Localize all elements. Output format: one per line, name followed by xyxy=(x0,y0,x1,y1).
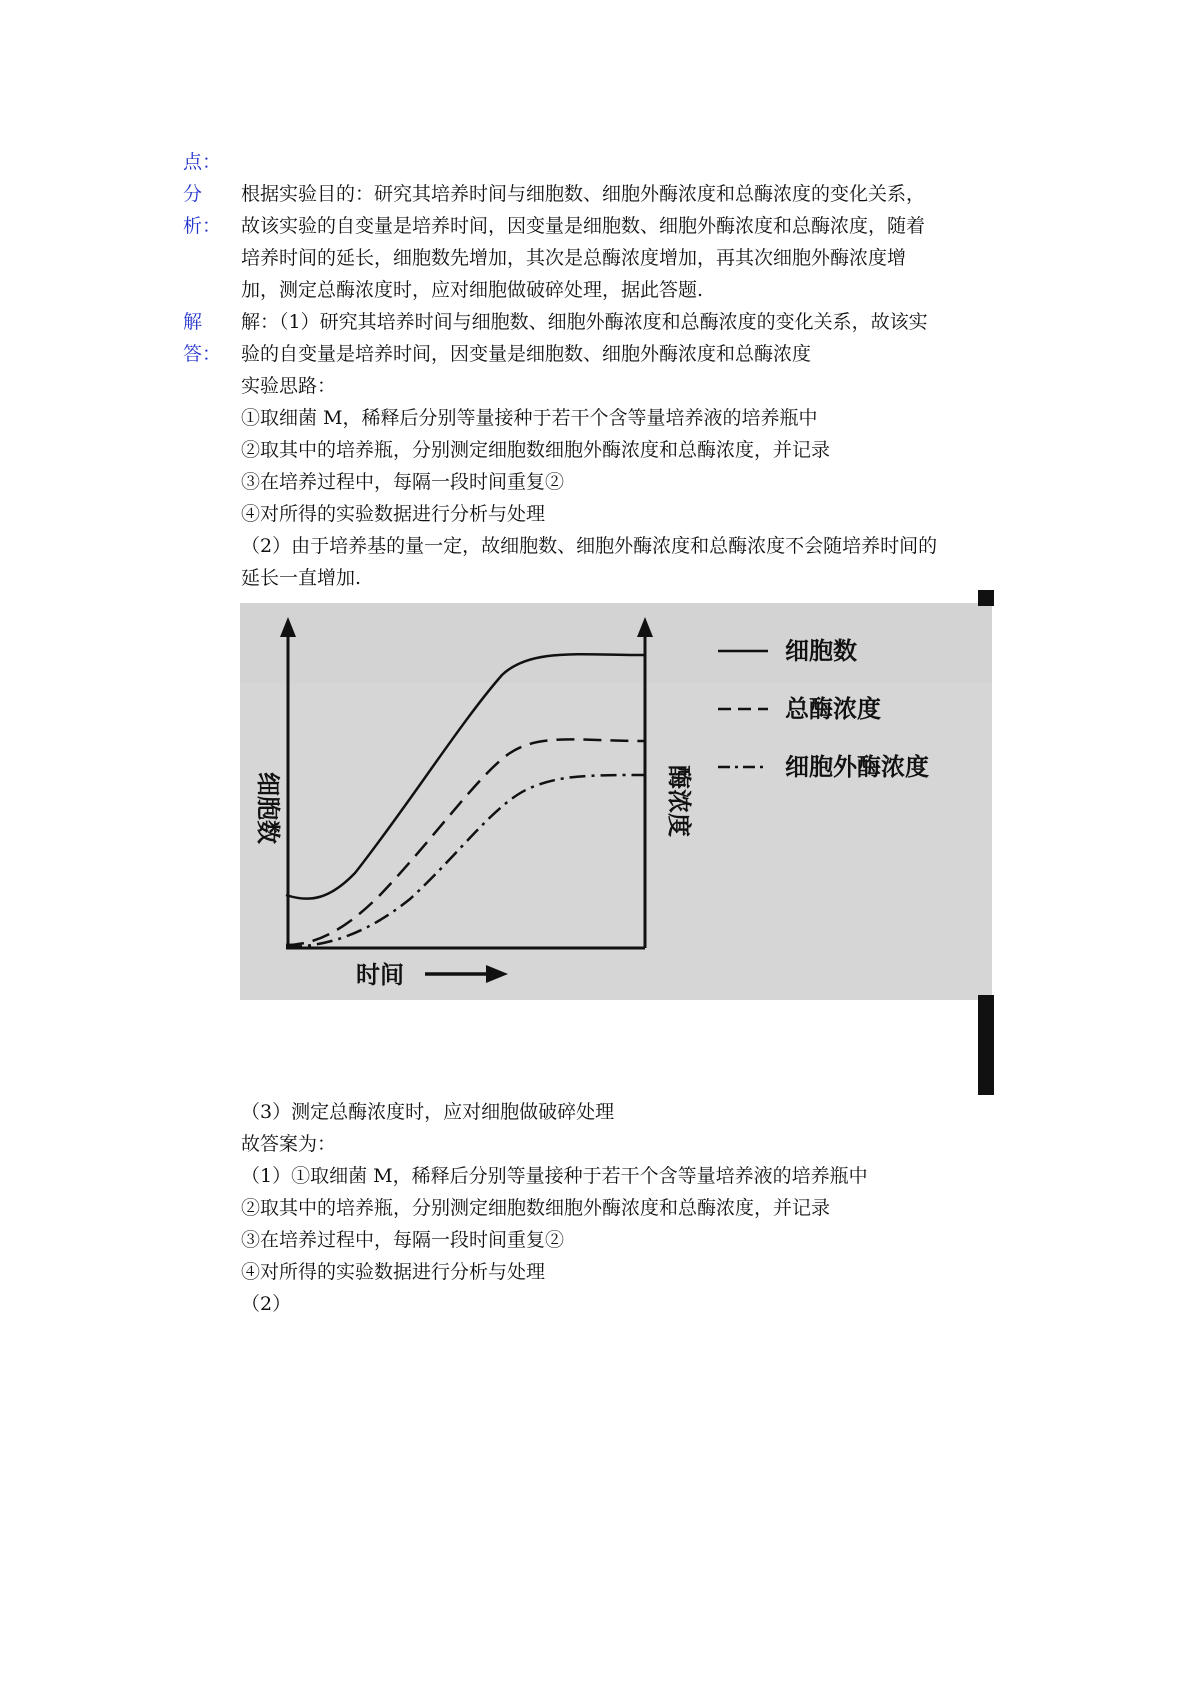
answer-label-2: 答： xyxy=(183,343,222,365)
body-line: ③在培养过程中，每隔一段时间重复② xyxy=(241,471,565,493)
analysis-line: 加，测定总酶浓度时，应对细胞做破碎处理，据此答题. xyxy=(241,279,704,301)
final-answer-line: ③在培养过程中，每隔一段时间重复② xyxy=(241,1229,565,1251)
answer-label xyxy=(183,306,239,370)
answer-section xyxy=(183,306,1043,370)
body-line: 实验思路： xyxy=(241,375,337,397)
analysis-label xyxy=(183,178,239,242)
legend-total-enzyme: 总酶浓度 xyxy=(785,695,881,723)
final-answer-line: （2） xyxy=(241,1293,292,1315)
answer-line: 解：（1）研究其培养时间与细胞数、细胞外酶浓度和总酶浓度的变化关系，故该实 xyxy=(241,311,928,333)
final-answer-line: ②取其中的培养瓶，分别测定细胞数细胞外酶浓度和总酶浓度，并记录 xyxy=(241,1197,831,1219)
point-label: 点： xyxy=(183,151,222,173)
analysis-line: 培养时间的延长，细胞数先增加，其次是总酶浓度增加，再其次细胞外酶浓度增 xyxy=(241,247,907,269)
analysis-label-2: 析： xyxy=(183,215,222,237)
body-line: ④对所得的实验数据进行分析与处理 xyxy=(241,503,546,525)
answer-label-1: 解 xyxy=(183,311,203,333)
body-line: ①取细菌 M，稀释后分别等量接种于若干个含等量培养液的培养瓶中 xyxy=(241,407,818,429)
analysis-section xyxy=(183,178,1043,306)
body-line: （2）由于培养基的量一定，故细胞数、细胞外酶浓度和总酶浓度不会随培养时间的 xyxy=(241,535,938,557)
figure-shade xyxy=(240,603,992,683)
legend-cell-count: 细胞数 xyxy=(785,637,857,665)
final-answer-line: ④对所得的实验数据进行分析与处理 xyxy=(241,1261,546,1283)
y-right-axis-label: 酶浓度 xyxy=(665,765,693,837)
final-answer-heading: 故答案为： xyxy=(241,1133,337,1155)
legend-extracellular-enzyme: 细胞外酶浓度 xyxy=(785,753,929,781)
analysis-line: 故该实验的自变量是培养时间，因变量是细胞数、细胞外酶浓度和总酶浓度，随着 xyxy=(241,215,926,237)
scan-edge-mark-top xyxy=(978,590,994,606)
body-line: ②取其中的培养瓶，分别测定细胞数细胞外酶浓度和总酶浓度，并记录 xyxy=(241,439,831,461)
analysis-text xyxy=(241,178,1041,306)
x-axis-label: 时间 xyxy=(356,961,404,989)
answer-line: 验的自变量是培养时间，因变量是细胞数、细胞外酶浓度和总酶浓度 xyxy=(241,343,812,365)
growth-curve-figure xyxy=(240,603,992,1000)
answer-part3-line: （3）测定总酶浓度时，应对细胞做破碎处理 xyxy=(241,1101,615,1123)
body-line: 延长一直增加. xyxy=(241,567,362,589)
growth-curve-svg xyxy=(240,603,992,1000)
final-answer-line: （1）①取细菌 M，稀释后分别等量接种于若干个含等量培养液的培养瓶中 xyxy=(241,1165,868,1187)
analysis-line: 根据实验目的：研究其培养时间与细胞数、细胞外酶浓度和总酶浓度的变化关系， xyxy=(241,183,926,205)
answer-text xyxy=(241,306,1041,370)
analysis-label-1: 分 xyxy=(183,183,203,205)
scan-edge-mark-bottom xyxy=(978,995,994,1095)
y-left-axis-label: 细胞数 xyxy=(254,772,282,844)
